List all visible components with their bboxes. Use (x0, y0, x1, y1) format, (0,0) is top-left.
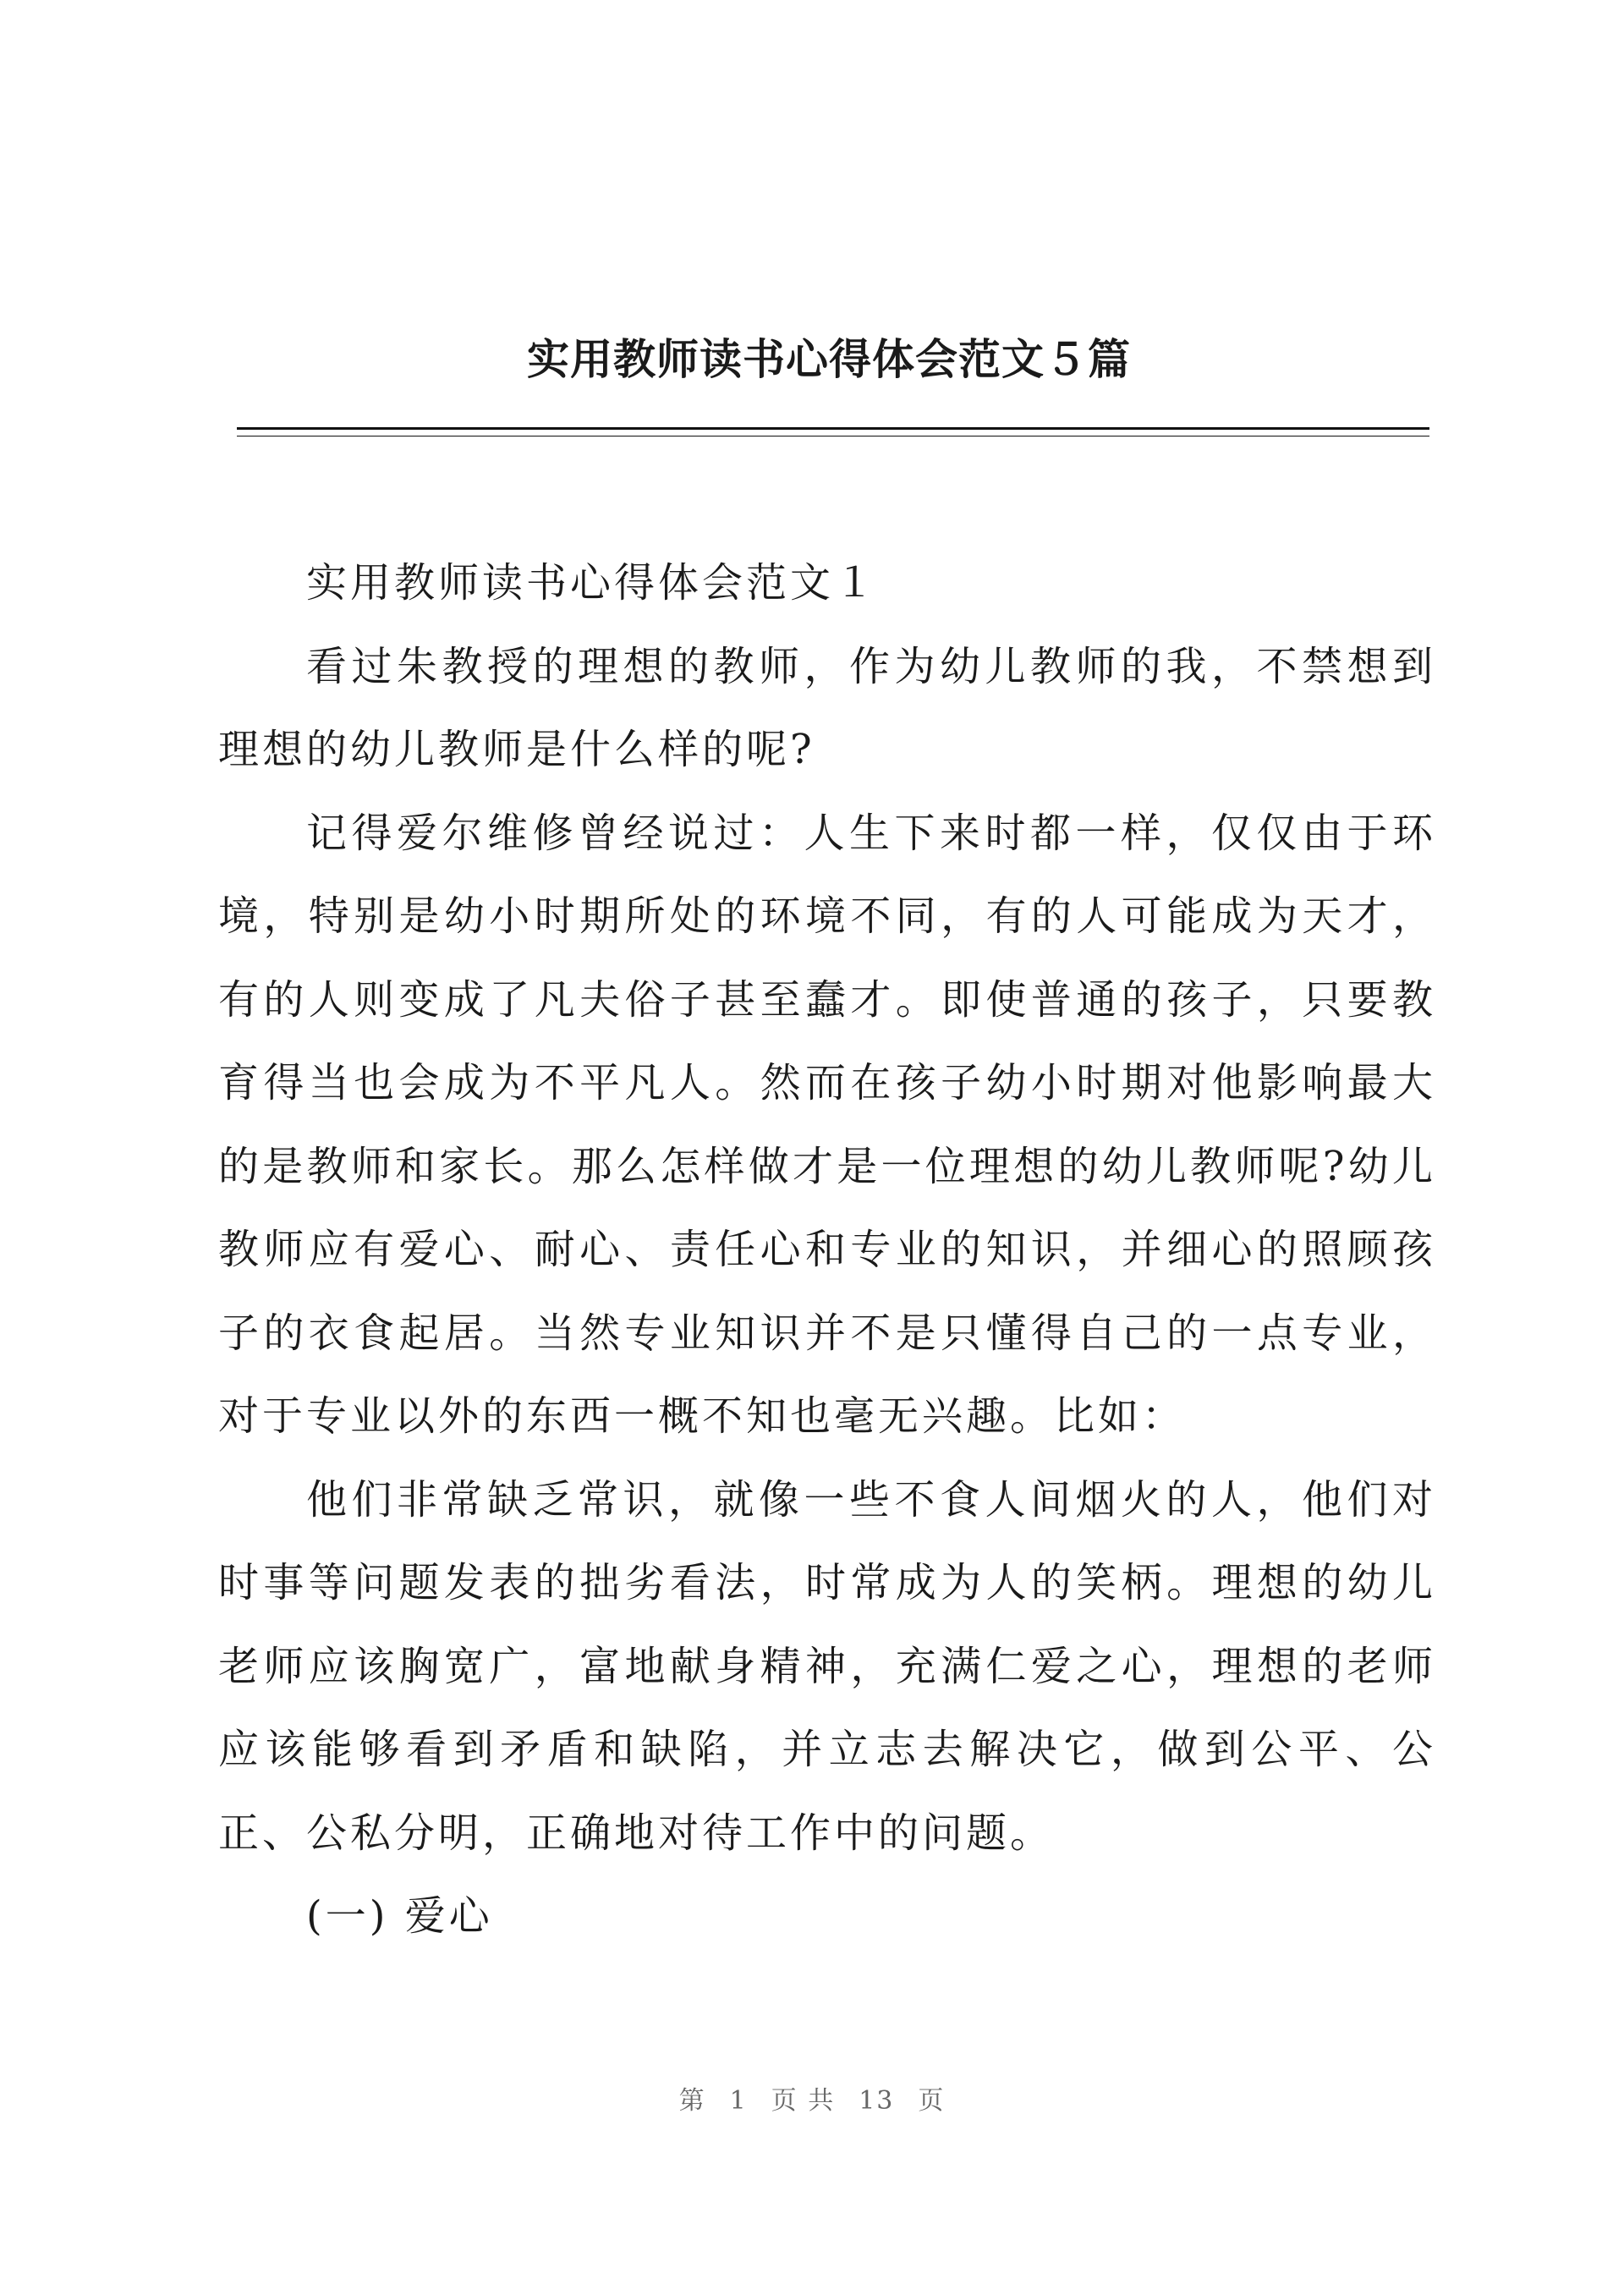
page-footer (0, 2079, 1624, 2117)
section-heading-1: 实用教师读书心得体会范文１ (306, 559, 879, 607)
footer-prefix: 第 (678, 2086, 706, 2116)
paragraph-3: 他们非常缺乏常识，就像一些不食人间烟火的人，他们对时事等问题发表的拙劣看法，时常成为人的笑柄。理想的幼儿老师应该胸宽广，富地献身精神，充满仁爱之心，理想的老师应该能够看到矛盾和缺陷，并立志去解决它，做到公平、公正、公私分明，正确地对待工作中的问题。 (218, 1475, 1436, 1857)
subheading-love: (一) 爱心 (306, 1892, 493, 1940)
paragraph-2: 记得爱尔维修曾经说过：人生下来时都一样，仅仅由于环境，特别是幼小时期所处的环境不同，有的人可能成为天才，有的人则变成了凡夫俗子甚至蠢才。即使普通的孩子，只要教育得当也会成为不平凡人。然而在孩子幼小时期对他影响最大的是教师和家长。那么怎样做才是一位理想的幼儿教师呢?幼儿教师应有爱心、耐心、责任心和专业的知识，并细心的照顾孩子的衣食起居。当然专业知识并不是只懂得自己的一点专业，对于专业以外的东西一概不知也毫无兴趣。比如： (218, 809, 1436, 1440)
footer-page-number: 1 (729, 2086, 748, 2116)
title-rule-thick (237, 427, 1429, 430)
footer-total-pages: 13 (859, 2086, 895, 2116)
document-body (218, 541, 1436, 1958)
footer-middle: 页 共 (771, 2086, 836, 2116)
footer-suffix: 页 (918, 2086, 946, 2116)
paragraph-1: 看过朱教授的理想的教师，作为幼儿教师的我，不禁想到理想的幼儿教师是什么样的呢? (218, 642, 1436, 773)
document-title: 实用教师读书心得体会范文５篇 (527, 334, 1131, 384)
